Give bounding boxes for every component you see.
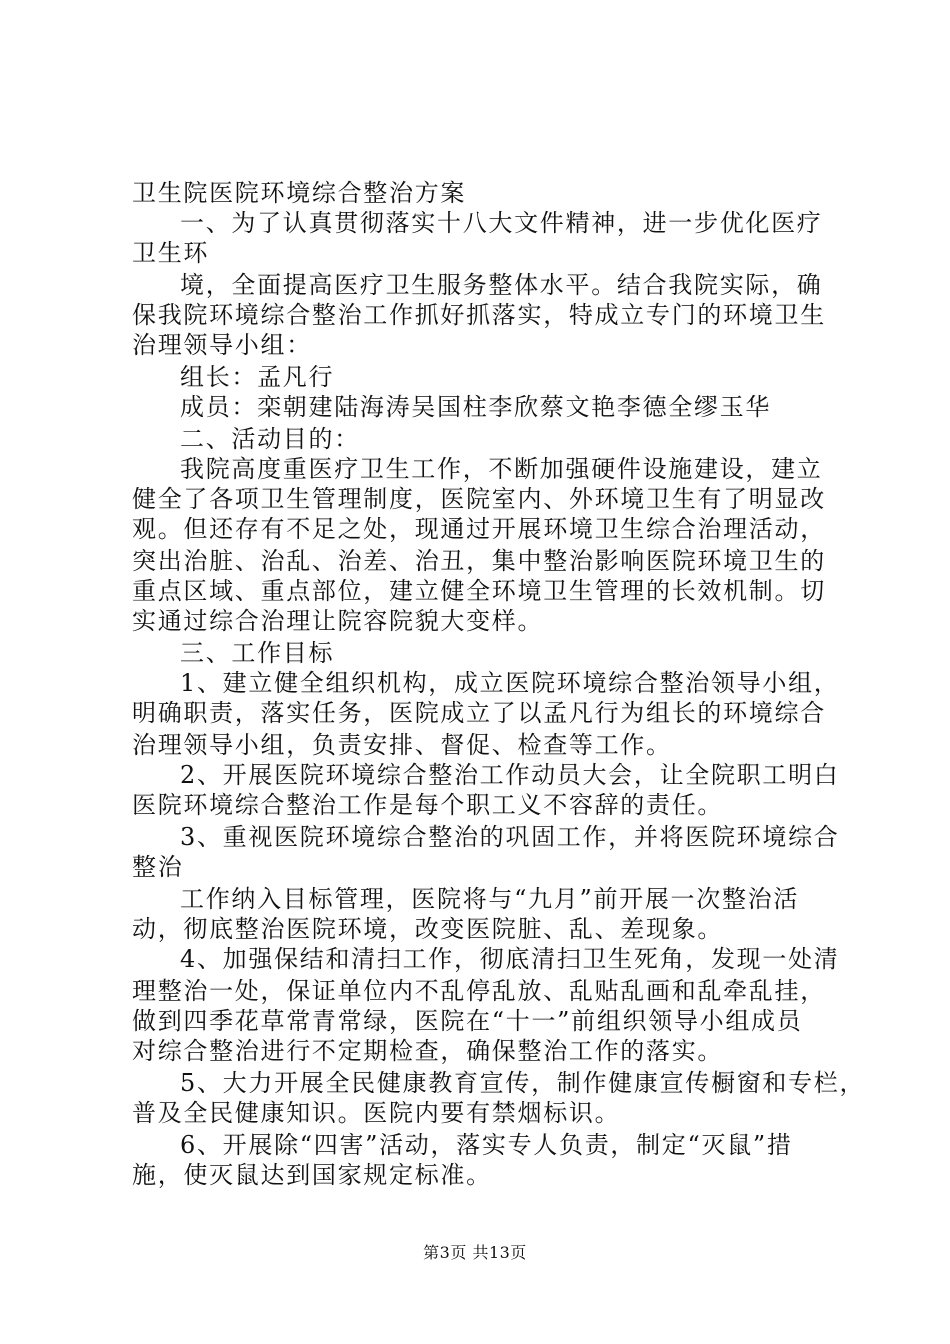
paragraph-line: 实通过综合治理让院容院貌大变样。 (132, 607, 544, 635)
paragraph-line: 工作纳入目标管理，医院将与“九月”前开展一次整治活 (180, 885, 800, 913)
page-number-footer: 第3页 共13页 (423, 1243, 527, 1262)
section-heading: 三、工作目标 (180, 639, 335, 667)
paragraph-line: 3、重视医院环境综合整治的巩固工作，并将医院环境综合 (180, 823, 840, 851)
paragraph-line: 做到四季花草常青常绿，医院在“十一”前组织领导小组成员 (132, 1007, 803, 1035)
paragraph-line: 理整治一处，保证单位内不乱停乱放、乱贴乱画和乱牵乱挂， (132, 977, 826, 1005)
paragraph-line: 卫生环 (132, 239, 210, 267)
paragraph-line: 保我院环境综合整治工作抓好抓落实，特成立专门的环境卫生 (132, 301, 826, 329)
paragraph-line: 动，彻底整治医院环境，改变医院脏、乱、差现象。 (132, 915, 724, 943)
paragraph-line: 4、加强保结和清扫工作，彻底清扫卫生死角，发现一处清 (180, 945, 840, 973)
paragraph-line: 治理领导小组，负责安排、督促、检查等工作。 (132, 731, 672, 759)
paragraph-line: 重点区域、重点部位，建立健全环境卫生管理的长效机制。切 (132, 577, 826, 605)
paragraph-line: 成员：栾朝建陆海涛吴国柱李欣蔡文艳李德全缪玉华 (180, 393, 772, 421)
paragraph-line: 医院环境综合整治工作是每个职工义不容辞的责任。 (132, 791, 724, 819)
paragraph-line: 施，使灭鼠达到国家规定标准。 (132, 1161, 492, 1189)
paragraph-line: 5、大力开展全民健康教育宣传，制作健康宣传橱窗和专栏， (180, 1069, 866, 1097)
paragraph-line: 2、开展医院环境综合整治工作动员大会，让全院职工明白 (180, 761, 840, 789)
paragraph-line: 我院高度重医疗卫生工作，不断加强硬件设施建设，建立 (180, 455, 823, 483)
paragraph-line: 境，全面提高医疗卫生服务整体水平。结合我院实际，确 (180, 271, 823, 299)
document-title: 卫生院医院环境综合整治方案 (132, 179, 467, 207)
paragraph-line: 治理领导小组： (132, 331, 312, 359)
section-heading: 二、活动目的： (180, 425, 360, 453)
paragraph-line: 一、为了认真贯彻落实十八大文件精神，进一步优化医疗 (180, 209, 823, 237)
paragraph-line: 6、开展除“四害”活动，落实专人负责，制定“灭鼠”措 (180, 1131, 793, 1159)
paragraph-line: 组长：孟凡行 (180, 363, 335, 391)
paragraph-line: 健全了各项卫生管理制度，医院室内、外环境卫生有了明显改 (132, 485, 826, 513)
paragraph-line: 普及全民健康知识。医院内要有禁烟标识。 (132, 1099, 621, 1127)
paragraph-line: 整治 (132, 853, 184, 881)
paragraph-line: 观。但还存有不足之处，现通过开展环境卫生综合治理活动， (132, 515, 826, 543)
paragraph-line: 1、建立健全组织机构，成立医院环境综合整治领导小组， (180, 669, 840, 697)
paragraph-line: 明确职责，落实任务，医院成立了以孟凡行为组长的环境综合 (132, 699, 826, 727)
paragraph-line: 突出治脏、治乱、治差、治丑，集中整治影响医院环境卫生的 (132, 547, 826, 575)
paragraph-line: 对综合整治进行不定期检查，确保整治工作的落实。 (132, 1037, 724, 1065)
